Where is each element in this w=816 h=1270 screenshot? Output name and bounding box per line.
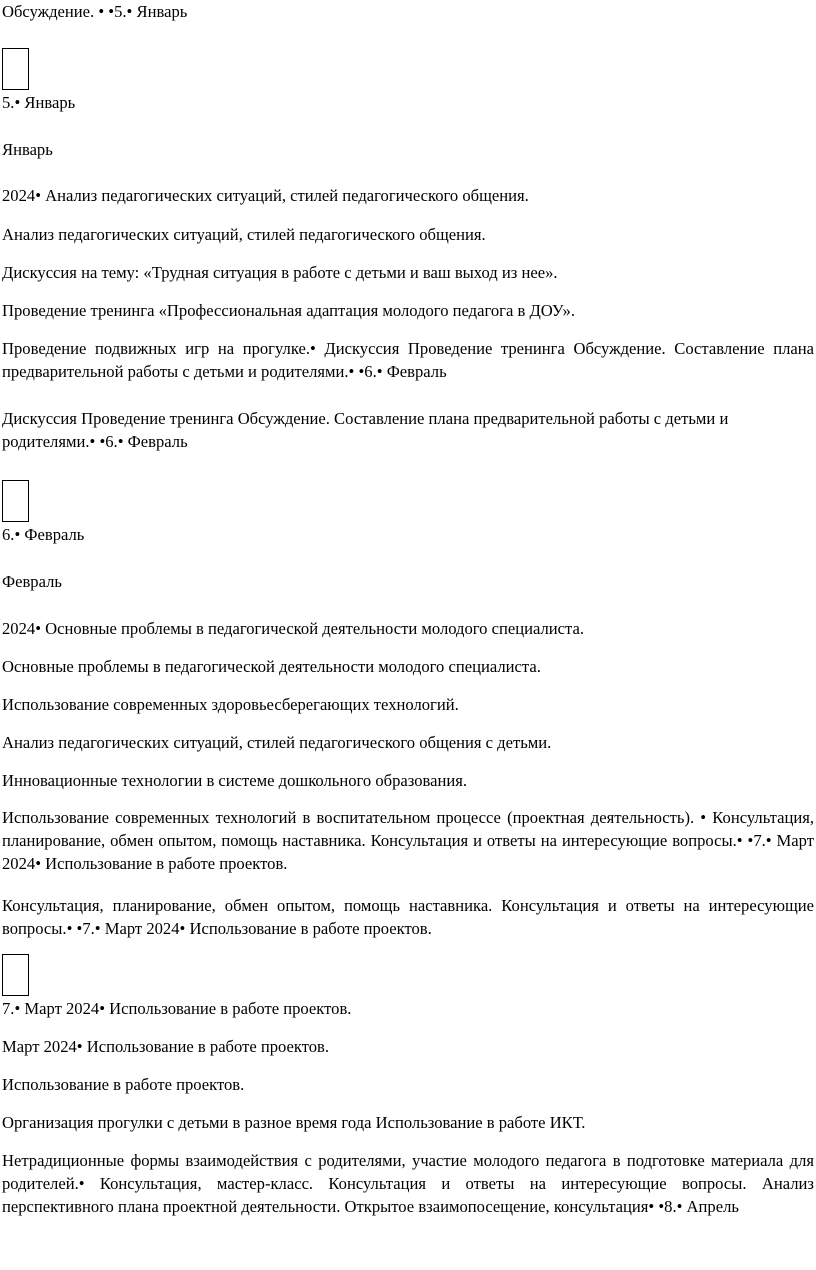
text-line: Организация прогулки с детьми в разное время года Использование в работе ИКТ.: [2, 1113, 586, 1132]
image-placeholder: [2, 480, 29, 522]
text-line: Дискуссия на тему: «Трудная ситуация в работе с детьми и ваш выход из нее».: [2, 263, 558, 282]
text-line: 2024• Анализ педагогических ситуаций, стилей педагогического общения.: [2, 186, 529, 205]
text-line: Основные проблемы в педагогической деятельности молодого специалиста.: [2, 657, 541, 676]
text-line: Инновационные технологии в системе дошкольного образования.: [2, 771, 468, 790]
text-line: Февраль: [2, 572, 62, 591]
text-line: Обсуждение. • •5.• Январь: [2, 2, 188, 21]
image-placeholder: [2, 48, 29, 90]
text-paragraph: Нетрадиционные формы взаимодействия с родителями, участие молодого педагога в подготовке материала для родителей.• Консультация, мастер-класс. Консультация и ответы на интересующие вопросы. Анализ перспективного плана проектной деятельности. Открытое взаимопосещение, консультация• •8.• Апрель: [2, 1151, 814, 1216]
image-placeholder: [2, 954, 29, 996]
text-line: Анализ педагогических ситуаций, стилей педагогического общения.: [2, 225, 486, 244]
text-line: Использование современных здоровьесберегающих технологий.: [2, 695, 459, 714]
text-line: Использование в работе проектов.: [2, 1075, 245, 1094]
text-line: 7.• Март 2024• Использование в работе проектов.: [2, 999, 352, 1018]
text-line: 5.• Январь: [2, 93, 76, 112]
text-line: Март 2024• Использование в работе проектов.: [2, 1037, 330, 1056]
text-line: Проведение тренинга «Профессиональная адаптация молодого педагога в ДОУ».: [2, 301, 575, 320]
text-paragraph: Дискуссия Проведение тренинга Обсуждение. Составление плана предварительной работы с детьми и родителями.• •6.• Февраль: [2, 409, 729, 451]
text-line: Январь: [2, 140, 53, 159]
text-line: 6.• Февраль: [2, 525, 85, 544]
text-paragraph: Проведение подвижных игр на прогулке.• Дискуссия Проведение тренинга Обсуждение. Составление плана предварительной работы с детьми и родителями.• •6.• Февраль: [2, 339, 814, 381]
text-paragraph: Консультация, планирование, обмен опытом, помощь наставника. Консультация и ответы на интересующие вопросы.• •7.• Март 2024• Использование в работе проектов.: [2, 896, 814, 938]
text-line: Анализ педагогических ситуаций, стилей педагогического общения с детьми.: [2, 733, 552, 752]
text-line: 2024• Основные проблемы в педагогической деятельности молодого специалиста.: [2, 619, 584, 638]
text-paragraph: Использование современных технологий в воспитательном процессе (проектная деятельность). • Консультация, планирование, обмен опытом, помощь наставника. Консультация и ответы на интересующие вопросы.• •7.• Март 2024• Использование в работе проектов.: [2, 808, 814, 873]
